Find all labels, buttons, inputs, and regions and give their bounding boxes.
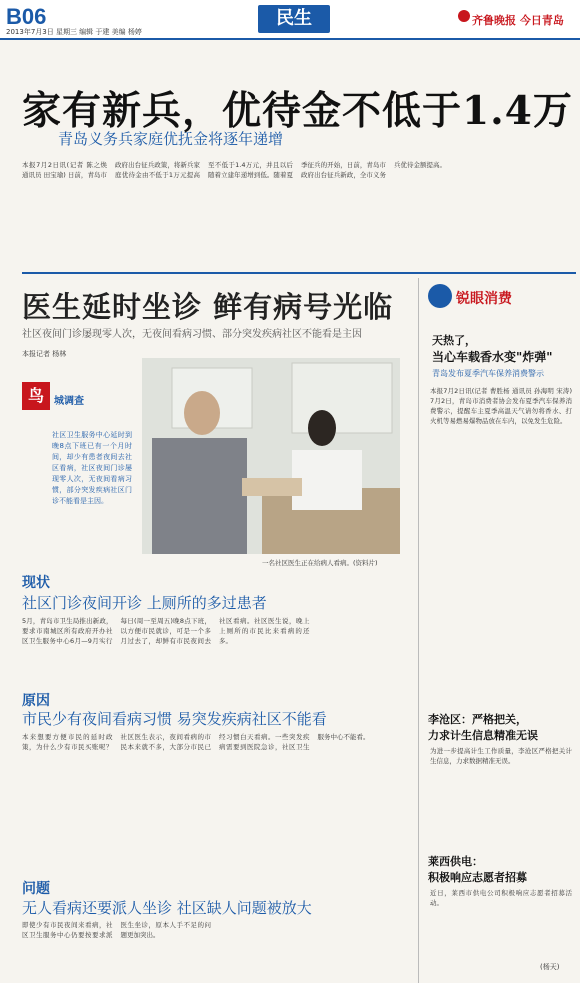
divider — [22, 272, 576, 274]
section-body: 即使少有市民夜间来看病，社区卫生服务中心仍要按要求派医生坐诊，原本人手不足的问题更加突出。 — [22, 921, 211, 939]
page-number: B06 — [6, 4, 47, 29]
sidebar-story-body: 为进一步提高计生工作质量，李沧区严格把关计生信息，力求数据精准无误。 — [430, 747, 572, 765]
section-subhead: 无人看病还要派人坐诊 社区缺人问题被放大 — [22, 899, 312, 917]
news-photo — [142, 358, 400, 554]
section-body: 5月，青岛市卫生局推出新政，要求市南城区所有政府开办社区卫生服务中心6月—9月实行每日(周一至周五)晚8点下班，以方便市民就诊，可是一个多月过去了，却鲜有市民夜间去社区看病。社区医生说，晚上上厕所的市民比来看病的还多。 — [22, 617, 310, 645]
section-body: 本来想要方便市民的延时政策，为什么少有市民买账呢？社区医生表示，夜间看病的市民本来就不多，大部分市民已经习惯白天看病。一些突发疾病需要到医院急诊，社区卫生服务中心不能看。 — [22, 733, 370, 751]
lead-body: 本报7月2日讯(记者 陈之焕 通讯员 田宝瑜) 日前，青岛市政府出台征兵政策，将新兵家庭优待金由不低于1万元提高至不低于1.4万元，并且以后随着立建年递增到低。随着夏季征兵的开始，日前，青岛市政府出台征兵新政，全市义务兵优待金额提高。 — [22, 161, 446, 179]
section-subhead: 社区门诊夜间开诊 上厕所的多过患者 — [22, 594, 267, 612]
section-tag: 问题 — [22, 881, 50, 897]
main-headline: 医生延时坐诊 鲜有病号光临 — [22, 290, 394, 324]
sidebar-story-body: 近日，莱西市供电公司积极响应志愿者招募活动。 — [430, 889, 572, 907]
sidebar-title: 锐眼消费 — [456, 291, 512, 307]
sidebar-story-body: 本报7月2日讯(记者 曹胜杨 通讯员 孙海明 宋涛) 7月2日，青岛市消费者协会发布夏季汽车保养消费警示，提醒车主夏季高温天气请勿将香水、打火机等易燃易爆物品放在车内，以免发生危险。 — [430, 387, 572, 425]
section-tag: 原因 — [22, 693, 50, 709]
sidebar-story-title: 力求计生信息精准无误 — [428, 729, 538, 742]
sidebar-story-title: 李沧区：严格把关， — [428, 713, 527, 726]
section-subhead: 市民少有夜间看病习惯 易突发疾病社区不能看 — [22, 710, 327, 728]
sidebar-story-title: 积极响应志愿者招募 — [428, 871, 527, 884]
feature-badge-icon: 鸟 — [22, 382, 50, 410]
photo-caption: 一名社区医生正在给病人看病。(资料片) — [262, 559, 378, 567]
feature-label: 城调查 — [54, 396, 84, 407]
section-tag: 现状 — [22, 575, 50, 591]
lead-subhead: 青岛义务兵家庭优抚金将逐年递增 — [58, 130, 284, 148]
newspaper-logo-icon — [458, 10, 470, 22]
main-subhead: 社区夜间门诊屡现零人次，无夜间看病习惯、部分突发疾病社区不能看是主因 — [22, 329, 362, 340]
sidebar-story-title: 当心车载香水变"炸弹" — [432, 350, 553, 364]
sidebar-credit: (杨天) — [540, 963, 560, 971]
feature-box — [22, 382, 134, 568]
issue-meta: 2013年7月3日 星期三 编辑 于建 美编 杨婷 — [6, 28, 142, 36]
masthead: 齐鲁晚报 今日青岛 — [472, 14, 564, 27]
eye-icon — [428, 284, 452, 308]
section-label: 民生 — [258, 5, 330, 33]
doctor-patient-illustration — [142, 358, 400, 554]
sidebar-story-title: 莱西供电： — [428, 855, 483, 868]
lead-headline: 家有新兵，优待金不低于1.4万 — [22, 88, 573, 134]
sidebar-story-sub: 青岛发布夏季汽车保养消费警示 — [432, 369, 544, 378]
feature-text: 社区卫生服务中心延时到晚8点下班已有一个月时间，却少有患者夜间去社区看病，社区夜间门诊屡现零人次，无夜间看病习惯，部分突发疾病社区门诊不能看是主因。 — [52, 431, 132, 505]
sidebar-story-head: 天热了， — [432, 334, 476, 347]
byline: 本报记者 杨林 — [22, 350, 67, 358]
